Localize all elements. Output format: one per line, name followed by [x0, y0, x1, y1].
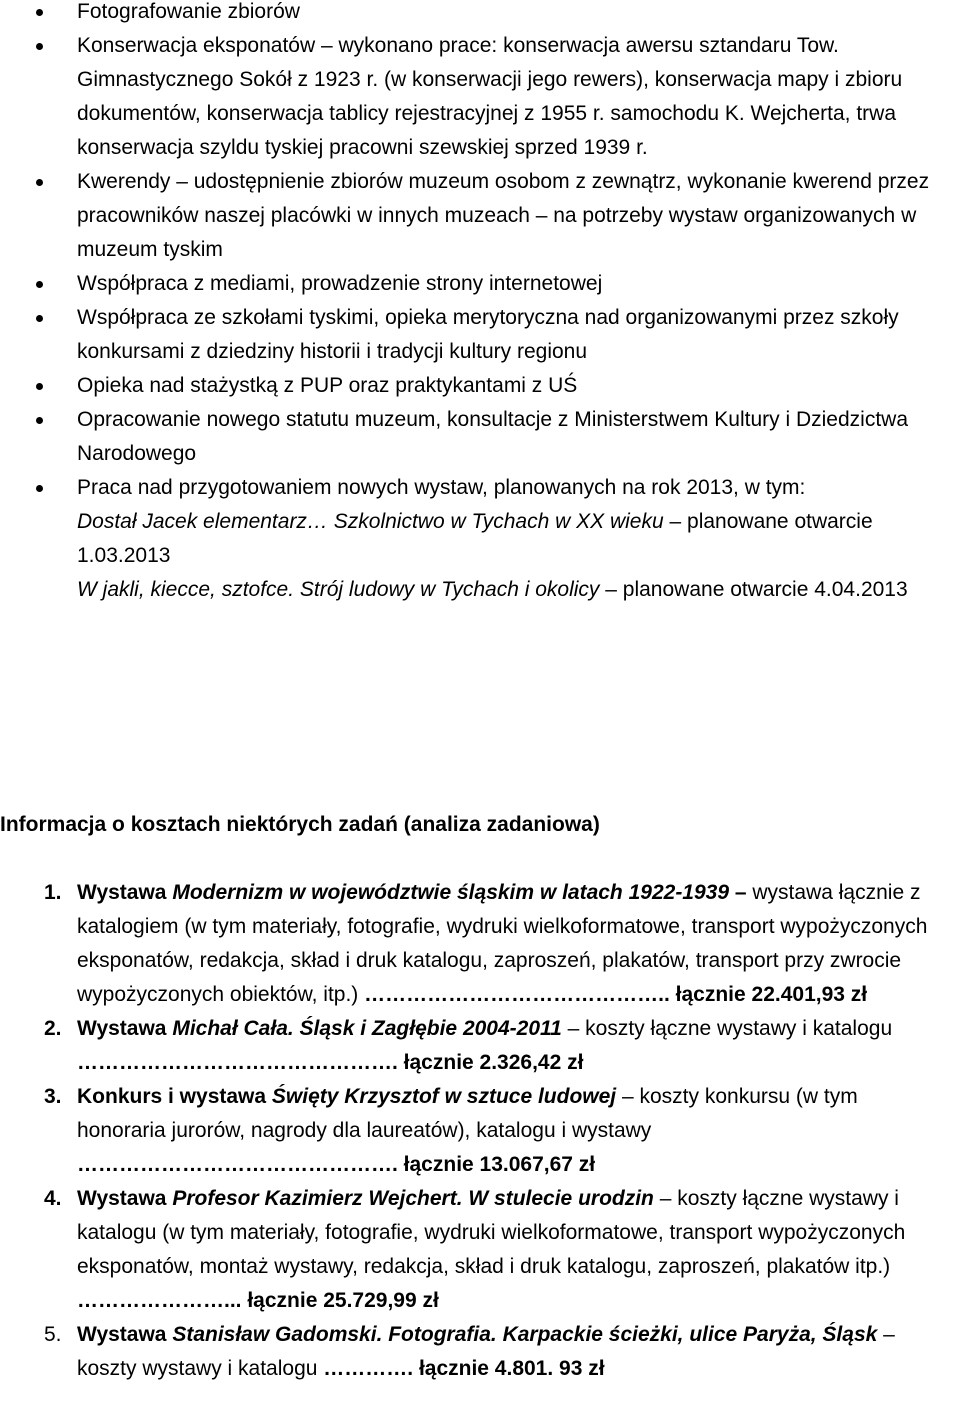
dot-leader: ……………………………………..	[364, 983, 676, 1006]
list-item	[77, 29, 936, 165]
cost-total: łącznie 13.067,67 zł	[403, 1153, 596, 1176]
cost-title: Modernizm w województwie śląskim w latach 1922-1939	[172, 881, 730, 904]
dot-leader: ……………………………………….	[77, 1051, 404, 1074]
cost-total: łącznie 22.401,93 zł	[675, 983, 868, 1006]
list-item-text: Współpraca z mediami, prowadzenie strony internetowej	[77, 272, 603, 295]
cost-description: – koszty konkursu (w tym honoraria jurorów, nagrody dla laureatów), katalogu i wystawy	[77, 1085, 858, 1142]
cost-item	[44, 876, 936, 1012]
cost-description: – koszty łączne wystawy i katalogu	[561, 1017, 893, 1040]
cost-title: Święty Krzysztof w sztuce ludowej	[271, 1085, 617, 1108]
item-number: 2.	[44, 1017, 62, 1040]
list-item	[77, 301, 936, 369]
exhibition-title: W jakli, kiecce, sztofce. Strój ludowy w Tychach i okolicy	[77, 578, 600, 601]
exhibition-opening: – planowane otwarcie 1.03.2013	[77, 510, 873, 567]
cost-description: wystawa łącznie z katalogiem (w tym materiały, fotografie, wydruki wielkoformatowe, transport wypożyczonych eksponatów, redakcja, skład i druk katalogu, zaproszeń, plakatów, transport przy zwrocie wypożyczonych obiektów, itp.)	[77, 881, 928, 1006]
list-item	[77, 0, 936, 29]
cost-dash: –	[729, 881, 753, 904]
activities-list	[0, 0, 960, 607]
cost-lead: Wystawa	[77, 1323, 173, 1346]
exhibitions-intro: Praca nad przygotowaniem nowych wystaw, planowanych na rok 2013, w tym:	[77, 476, 806, 499]
cost-list	[0, 876, 936, 1386]
dot-leader: ………….	[323, 1357, 419, 1380]
cost-title: Michał Cała. Śląsk i Zagłębie 2004-2011	[172, 1017, 562, 1040]
cost-title: Stanisław Gadomski. Fotografia. Karpackie ścieżki, ulice Paryża, Śląsk	[172, 1323, 878, 1346]
cost-lead: Konkurs i wystawa	[77, 1085, 272, 1108]
cost-lead: Wystawa	[77, 1017, 173, 1040]
item-number: 5.	[44, 1323, 62, 1346]
cost-total: łącznie 4.801. 93 zł	[418, 1357, 605, 1380]
section-title: Informacja o kosztach niektórych zadań (analiza zadaniowa)	[0, 813, 600, 836]
list-item-text: Opieka nad stażystką z PUP oraz praktykantami z UŚ	[77, 374, 578, 397]
list-item	[77, 403, 936, 471]
item-number: 4.	[44, 1187, 62, 1210]
list-item-exhibitions	[77, 471, 936, 607]
cost-total: łącznie 2.326,42 zł	[403, 1051, 584, 1074]
list-item-text: Konserwacja eksponatów – wykonano prace: konserwacja awersu sztandaru Tow. Gimnastycznego Sokół z 1923 r. (w konserwacji jego rewers), konserwacja mapy i zbioru dokumentów, konserwacja tablicy rejestracyjnej z 1955 r. samochodu K. Wejcherta, trwa konserwacja szyldu tyskiej pracowni szewskiej sprzed 1939 r.	[77, 34, 903, 159]
cost-item	[44, 1012, 936, 1080]
list-item	[77, 369, 936, 403]
cost-description: – koszty łączne wystawy i katalogu (w tym materiały, fotografie, wydruki wielkoformatowe, transport wypożyczonych eksponatów, montaż wystawy, redakcja, skład i druk katalogu, zaproszeń, plakatów itp.)	[77, 1187, 906, 1278]
dot-leader: …………………...	[77, 1289, 248, 1312]
cost-description: – koszty wystawy i katalogu	[77, 1323, 895, 1380]
list-item-text: Fotografowanie zbiorów	[77, 0, 300, 23]
cost-lead: Wystawa	[77, 881, 173, 904]
planned-exhibition-1	[77, 505, 936, 573]
list-item	[77, 165, 936, 267]
cost-item	[44, 1182, 936, 1318]
cost-item	[44, 1318, 936, 1386]
cost-total: łącznie 25.729,99 zł	[247, 1289, 439, 1312]
list-item-text: Opracowanie nowego statutu muzeum, konsultacje z Ministerstwem Kultury i Dziedzictwa Narodowego	[77, 408, 909, 465]
cost-title: Profesor Kazimierz Wejchert. W stulecie urodzin	[172, 1187, 654, 1210]
item-number: 1.	[44, 881, 62, 904]
dot-leader: ……………………………………….	[77, 1153, 404, 1176]
exhibition-opening: – planowane otwarcie 4.04.2013	[599, 578, 908, 601]
list-item-text: Kwerendy – udostępnienie zbiorów muzeum osobom z zewnątrz, wykonanie kwerend przez pracowników naszej placówki w innych muzeach – na potrzeby wystaw organizowanych w muzeum tyskim	[77, 170, 930, 261]
cost-item	[44, 1080, 936, 1182]
planned-exhibition-2	[77, 573, 936, 607]
item-number: 3.	[44, 1085, 62, 1108]
list-item	[77, 267, 936, 301]
list-item-text: Współpraca ze szkołami tyskimi, opieka merytoryczna nad organizowanymi przez szkoły konkursami z dziedziny historii i tradycji kultury regionu	[77, 306, 899, 363]
cost-lead: Wystawa	[77, 1187, 173, 1210]
exhibition-title: Dostał Jacek elementarz… Szkolnictwo w Tychach w XX wieku	[77, 510, 664, 533]
